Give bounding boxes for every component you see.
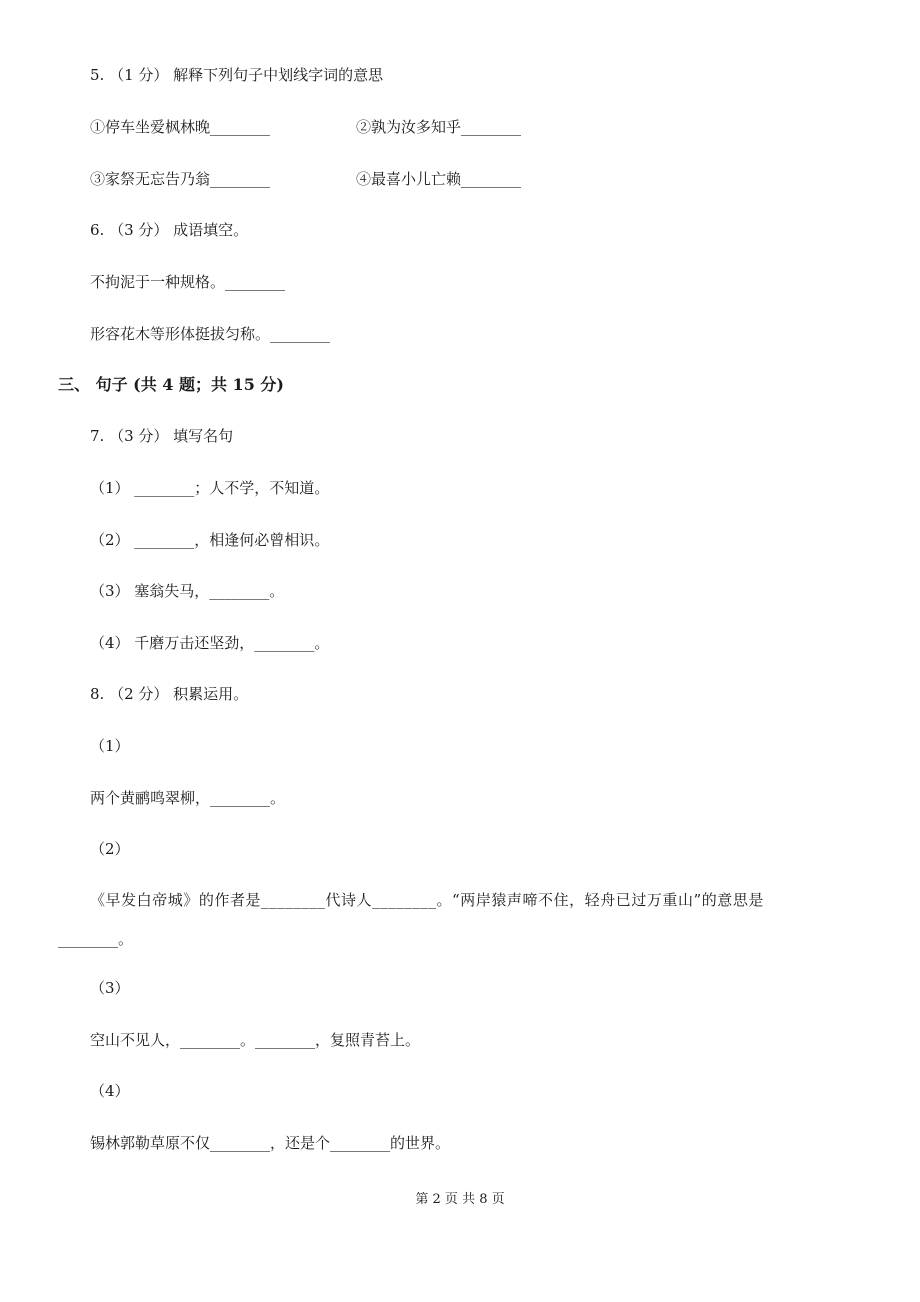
q8-part-2-text-line-2: ________。 [58, 930, 134, 948]
q6-line-1: 不拘泥于一种规格。________ [90, 273, 286, 291]
q5-header: 5. （1 分） 解释下列句子中划线字词的意思 [90, 66, 384, 84]
q7-line-1: （1） ________；人不学，不知道。 [90, 479, 330, 497]
q5-item-4: ④最喜小儿亡赖________ [356, 170, 522, 188]
q8-part-3-text: 空山不见人，________。________，复照青苔上。 [90, 1031, 421, 1049]
q8-part-4-text: 锡林郭勒草原不仅________，还是个________的世界。 [90, 1134, 451, 1152]
q7-header: 7. （3 分） 填写名句 [90, 427, 234, 445]
q7-line-3: （3） 塞翁失马，________。 [90, 582, 285, 600]
q8-part-2-label: （2） [90, 840, 130, 858]
q8-header: 8. （2 分） 积累运用。 [90, 685, 249, 703]
q8-part-3-label: （3） [90, 979, 130, 997]
page-footer: 第 2 页 共 8 页 [415, 1192, 505, 1207]
q6-header: 6. （3 分） 成语填空。 [90, 221, 249, 239]
q5-item-1: ①停车坐爱枫林晚________ [90, 118, 271, 136]
section-3-title: 三、 句子 (共 4 题；共 15 分) [58, 375, 284, 394]
q8-part-1-text: 两个黄鹂鸣翠柳，________。 [90, 789, 286, 807]
q8-part-1-label: （1） [90, 737, 130, 755]
q7-line-4: （4） 千磨万击还坚劲，________。 [90, 634, 330, 652]
q5-item-3: ③家祭无忘告乃翁________ [90, 170, 271, 188]
q8-part-2-text-line-1: 《早发白帝城》的作者是________代诗人________。“两岸猿声啼不住，轻舟已过万重山”的意思是 [90, 891, 764, 909]
q5-item-2: ②孰为汝多知乎________ [356, 118, 522, 136]
q6-line-2: 形容花木等形体挺拔匀称。________ [90, 325, 331, 343]
q7-line-2: （2） ________，相逢何必曾相识。 [90, 531, 330, 549]
q8-part-4-label: （4） [90, 1082, 130, 1100]
